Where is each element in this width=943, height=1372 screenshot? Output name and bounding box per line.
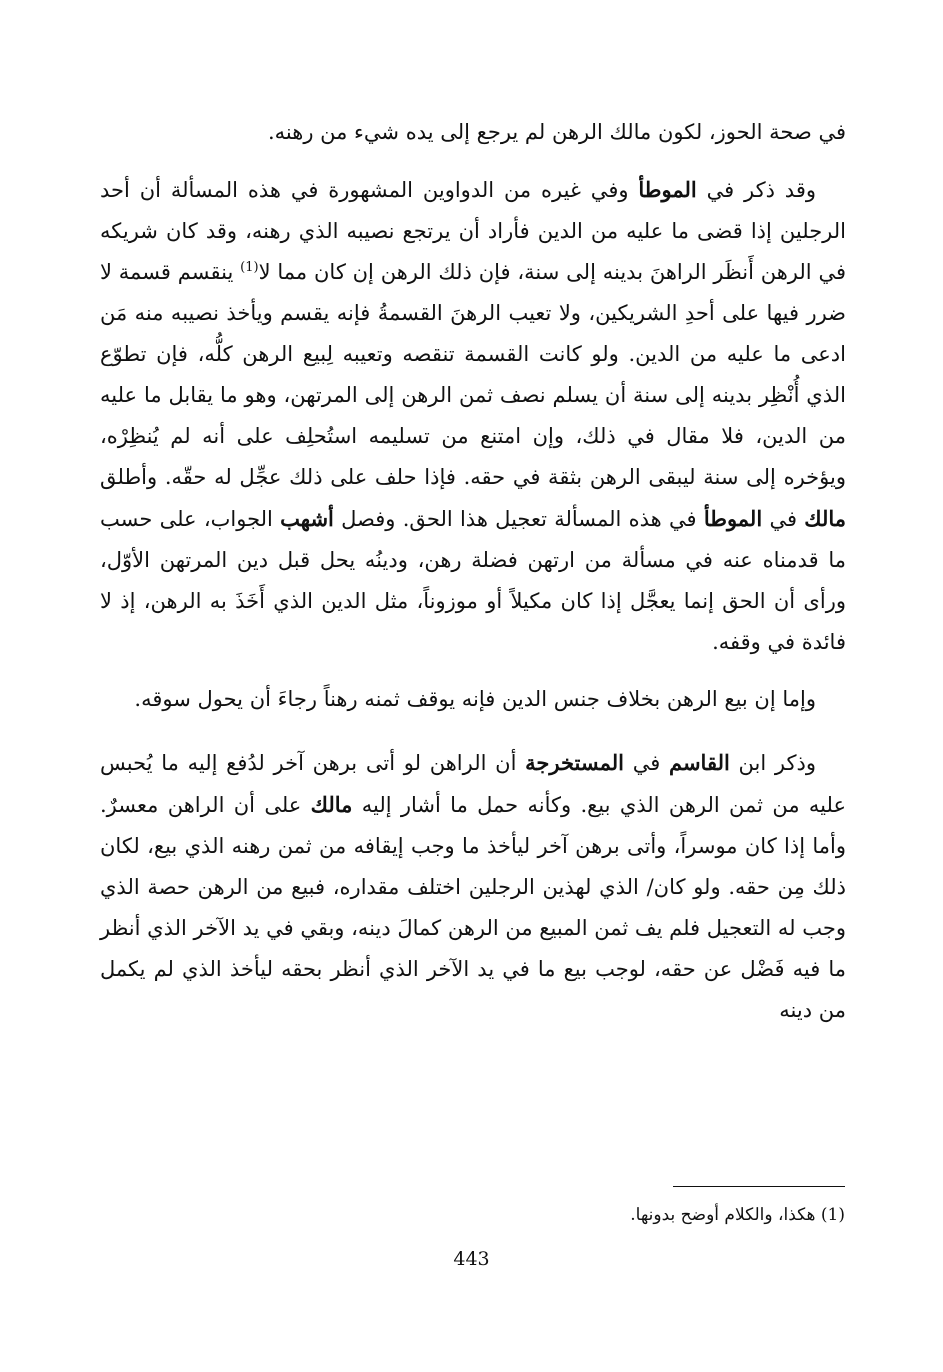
paragraph-2 — [100, 169, 846, 663]
text-run: وإما إن بيع الرهن بخلاف جنس الدين فإنه يوقف ثمنه رهناً رجاءَ أن يحول سوقه. — [134, 687, 816, 711]
paragraph-1 — [100, 112, 846, 153]
emphasized-name: مالك — [310, 792, 353, 817]
emphasized-name: الموطأ — [703, 506, 763, 531]
page-number: 443 — [453, 1248, 490, 1270]
text-run: الجواب، على حسب ما قدمناه عنه في مسألة من ارتهن فضلة رهن، ودينُه يحل قبل دين المرتهن الأوّل، ورأى أن الحق إنما يعجَّل إذا كان مكيلاً أو موزوناً، مثل الدين الذي أَخَذَ به الرهن، إذ لا فائدة في وقفه. — [100, 507, 846, 654]
emphasized-name: القاسم — [668, 750, 730, 775]
emphasized-name: المستخرجة — [525, 750, 624, 775]
text-run: ينقسم قسمة لا ضرر فيها على أحدِ الشريكين، ولا تعيب الرهنَ القسمةُ فإنه يقسم ويأخذ نصيبه منه مَن ادعى ما عليه من الدين. ولو كانت القسمة تنقصه وتعيبه لِبيع الرهن كلُّه، فإن تطوّع الذي أُنْظِر بدينه إلى سنة أن يسلم نصف ثمن الرهن إلى المرتهن، وهو ما يقابل ما عليه من الدين، فلا مقال في ذلك، وإن امتنع من تسليمه استُحلِف على أنه لم يُنظِرْه، ويؤخره إلى سنة ليبقى الرهن بثقة في حقه. فإذا حلف على ذلك عجِّل له حقّه. وأطلق — [100, 260, 846, 489]
text-run: في — [762, 507, 805, 531]
text-run: في — [623, 751, 669, 775]
text-run: وفي غيره من الدواوين المشهورة في هذه المسألة أن أحد الرجلين إذا قضى ما عليه من الدين فأراد أن يرتجع نصيبه الذي رهنه، وقد كان شريكه في الرهن أَنظَر الراهنَ بدينه إلى سنة، فإن ذلك الرهن إن كان مما لا — [100, 178, 846, 284]
paragraph-3 — [100, 679, 846, 720]
footnote-divider — [673, 1186, 845, 1187]
emphasized-name: الموطأ — [638, 177, 697, 202]
text-run: على أن الراهن معسرٌ. وأما إذا كان موسراً، وأتى برهن آخر ليأخذ ما وجب إيقافه من ثمن رهنه الذي بيع، لكان ذلك مِن حقه. ولو كان/ الذي لهذين الرجلين اختلف مقداره، فبيع من الرهن حصة الذي وجب له التعجيل فلم يف ثمن المبيع من الرهن كمالَ دينه، وبقي في يد الآخر الذي أنظر ما فيه فَضْل عن حقه، لوجب بيع ما في يد الآخر الذي أنظر بحقه ليأخذ الذي لم يكمل من دينه — [99, 793, 847, 1022]
emphasized-name: أشهب — [280, 506, 334, 531]
text-run: في صحة الحوز، لكون مالك الرهن لم يرجع إلى يده شيء من رهنه. — [267, 120, 846, 144]
footnote-marker: (1) — [240, 260, 259, 275]
paragraph-4 — [100, 742, 846, 1031]
footnote: (1) هكذا، والكلام أوضح بدونها. — [630, 1205, 845, 1225]
main-text — [100, 112, 846, 1031]
text-run: وقد ذكر في — [696, 178, 816, 202]
emphasized-name: مالك — [804, 506, 846, 531]
text-run: أن الراهن لو أتى برهن آخر لدُفع إليه ما يُحبس عليه من ثمن الرهن الذي بيع. وكأنه حمل ما أشار إليه — [100, 751, 846, 817]
text-run: في هذه المسألة تعجيل هذا الحق. وفصل — [333, 507, 704, 531]
text-run: وذكر ابن — [729, 751, 817, 775]
